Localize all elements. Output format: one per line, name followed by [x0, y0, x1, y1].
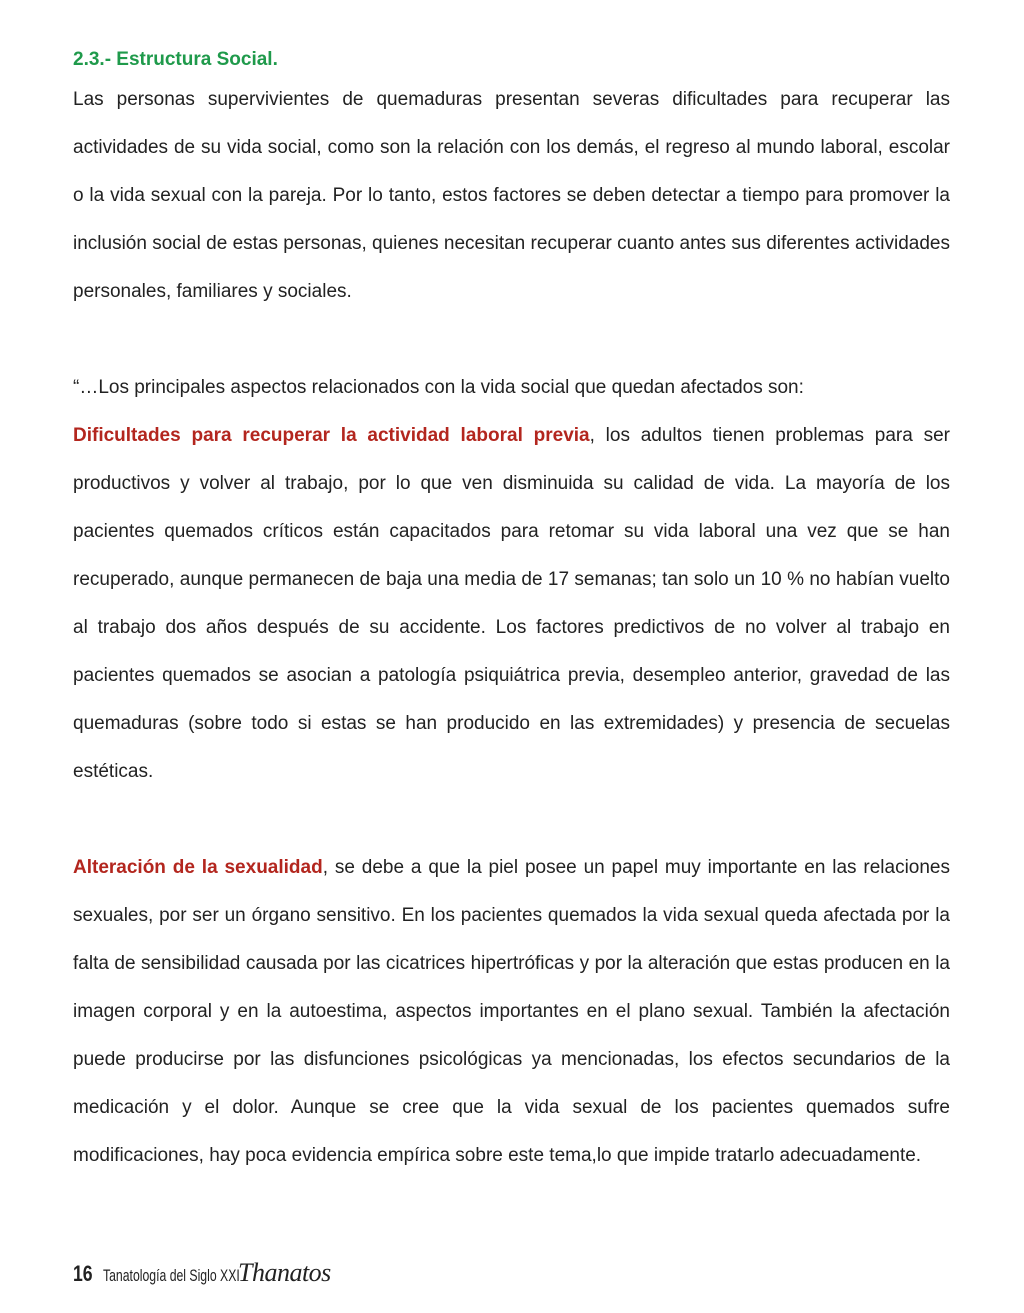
document-body: [73, 44, 950, 1180]
paragraph-spacer: [73, 316, 950, 364]
labor-body: , los adultos tienen problemas para ser productivos y volver al trabajo, por lo que ven disminuida su calidad de vida. La mayoría de los pacientes quemados críticos están capacitados para retomar su vida laboral una vez que se han recuperado, aunque permanecen de baja una media de 17 semanas; tan solo un 10 % no habían vuelto al trabajo dos años después de su accidente. Los factores predictivos de no volver al trabajo en pacientes quemados se asocian a patología psiquiátrica previa, desempleo anterior, gravedad de las quemaduras (sobre todo si estas se han producido en las extremidades) y presencia de secuelas estéticas.: [73, 425, 950, 782]
sexuality-body: , se debe a que la piel posee un papel muy importante en las relaciones sexuales, por ser un órgano sensitivo. En los pacientes quemados la vida sexual queda afectada por la falta de sensibilidad causada por las cicatrices hipertróficas y por la alteración que estas producen en la imagen corporal y en la autoestima, aspectos importantes en el plano sexual. También la afectación puede producirse por las disfunciones psicológicas ya mencionadas, los efectos secundarios de la medicación y el dolor. Aunque se cree que la vida sexual de los pacientes quemados sufre modificaciones, hay poca evidencia empírica sobre este tema,lo que impide tratarlo adecuadamente.: [73, 857, 950, 1166]
paragraph-quote-intro: “…Los principales aspectos relacionados con la vida social que quedan afectados son:: [73, 377, 804, 398]
sexuality-highlight: Alteración de la sexualidad: [73, 857, 323, 878]
journal-name: Tanatología del Siglo XXI: [103, 1266, 240, 1285]
paragraph-intro: Las personas supervivientes de quemaduras presentan severas dificultades para recuperar las actividades de su vida social, como son la relación con los demás, el regreso al mundo laboral, escolar o la vida sexual con la pareja. Por lo tanto, estos factores se deben detectar a tiempo para promover la inclusión social de estas personas, quienes necesitan recuperar cuanto antes sus diferentes actividades personales, familiares y sociales.: [73, 89, 950, 302]
paragraph-spacer: [73, 796, 950, 844]
paragraph-labor: [73, 412, 950, 796]
section-heading: 2.3.- Estructura Social.: [73, 49, 278, 70]
paragraph-sexuality: [73, 844, 950, 1180]
thanatos-logo: Thanatos: [238, 1258, 331, 1287]
page-number: 16: [73, 1261, 93, 1286]
labor-highlight: Dificultades para recuperar la actividad laboral previa: [73, 425, 590, 446]
page-footer: [73, 1258, 331, 1290]
